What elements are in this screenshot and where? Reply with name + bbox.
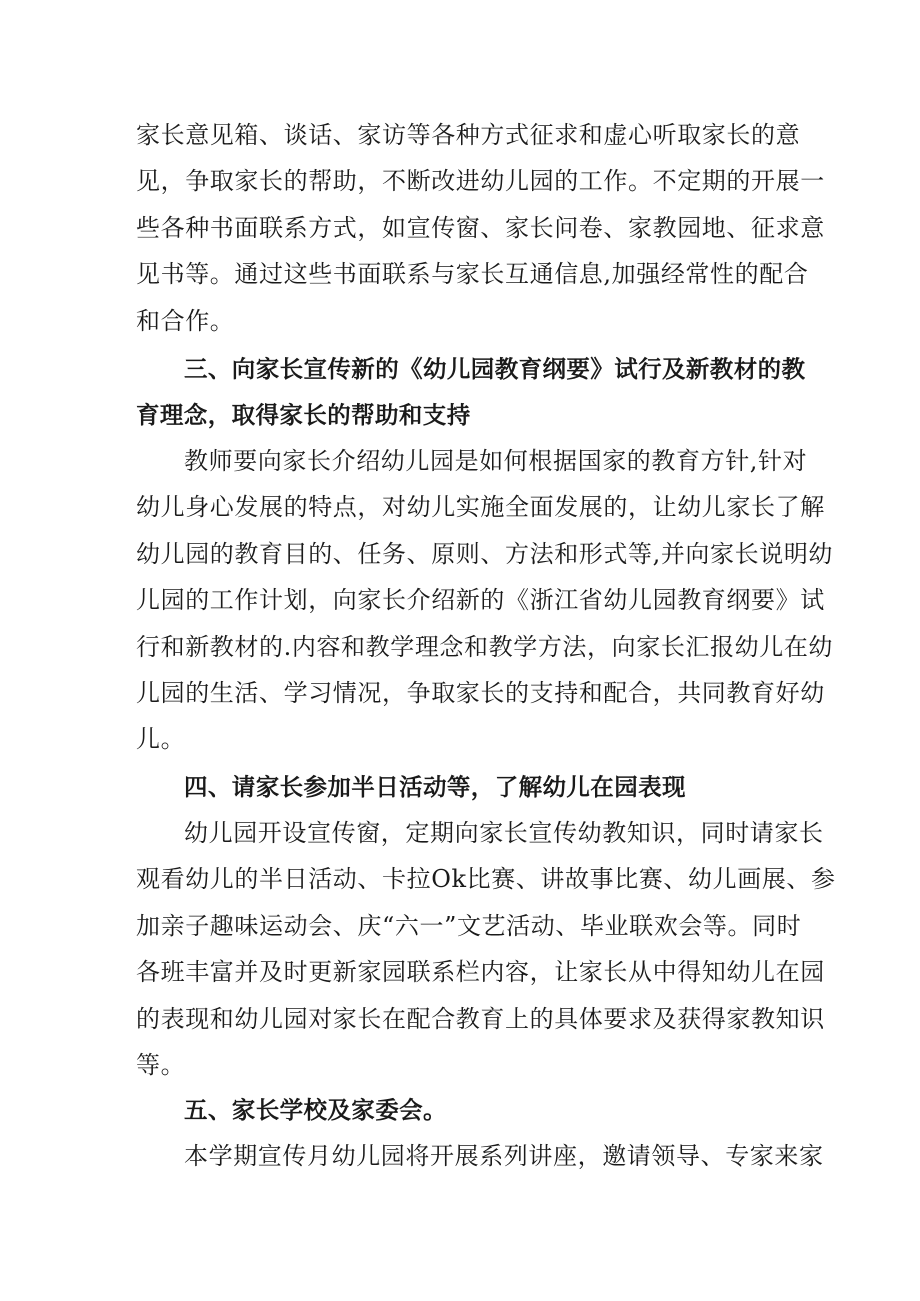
heading-line: 育理念，取得家长的帮助和支持 [136, 401, 471, 430]
paragraph-line: 见，争取家长的帮助，不断改进幼儿园的工作。不定期的开展一 [136, 167, 825, 196]
section-heading-4 [136, 764, 796, 810]
paragraph-line: 儿。 [136, 725, 186, 754]
paragraph-line: 家长意见箱、谈话、家访等各种方式征求和虚心听取家长的意 [136, 121, 801, 149]
paragraph-line: 观看幼儿的半日活动、卡拉Ok比赛、讲故事比赛、幼儿画展、参 [136, 865, 836, 894]
paragraph-line: 加亲子趣味运动会、庆“六一”文艺活动、毕业联欢会等。同时 [136, 911, 802, 940]
paragraph-line: 本学期宣传月幼儿园将开展系列讲座，邀请领导、专家来家 [184, 1142, 824, 1170]
heading-line: 四、请家长参加半日活动等，了解幼儿在园表现 [184, 773, 686, 801]
paragraph-line: 的表现和幼儿园对家长在配合教育上的具体要求及获得家教知识 [136, 1004, 825, 1033]
paragraph-line: 等。 [136, 1050, 186, 1079]
paragraph-line: 见书等。通过这些书面联系与家长互通信息,加强经常性的配合 [136, 260, 809, 289]
paragraph-kindergarten-activities [136, 810, 836, 1088]
paragraph-line: 幼儿身心发展的特点，对幼儿实施全面发展的，让幼儿家长了解 [136, 493, 825, 522]
paragraph-line: 教师要向家长介绍幼儿园是如何根据国家的教育方针,针对 [184, 447, 808, 475]
paragraph-line: 行和新教材的.内容和教学理念和教学方法，向家长汇报幼儿在幼 [136, 632, 834, 661]
paragraph-line: 和合作。 [136, 306, 235, 335]
paragraph-line: 儿园的生活、学习情况，争取家长的支持和配合，共同教育好幼 [136, 678, 825, 707]
section-heading-3 [136, 346, 806, 439]
paragraph-line: 各班丰富并及时更新家园联系栏内容，让家长从中得知幼儿在园 [136, 958, 825, 987]
paragraph-teacher-introduction [136, 438, 834, 763]
paragraph-line: 幼儿园的教育目的、任务、原则、方法和形式等,并向家长说明幼 [136, 539, 834, 568]
paragraph-parent-school [136, 1133, 824, 1179]
paragraph-line: 幼儿园开设宣传窗，定期向家长宣传幼教知识，同时请家长 [184, 819, 824, 847]
section-heading-5 [136, 1087, 796, 1133]
paragraph-parent-communication [136, 112, 825, 344]
heading-line: 五、家长学校及家委会。 [184, 1096, 447, 1124]
heading-line: 三、向家长宣传新的《幼儿园教育纲要》试行及新教材的教 [184, 355, 806, 383]
paragraph-line: 儿园的工作计划，向家长介绍新的《浙江省幼儿园教育纲要》试 [136, 586, 825, 615]
paragraph-line: 些各种书面联系方式，如宣传窗、家长问卷、家教园地、征求意 [136, 213, 825, 242]
